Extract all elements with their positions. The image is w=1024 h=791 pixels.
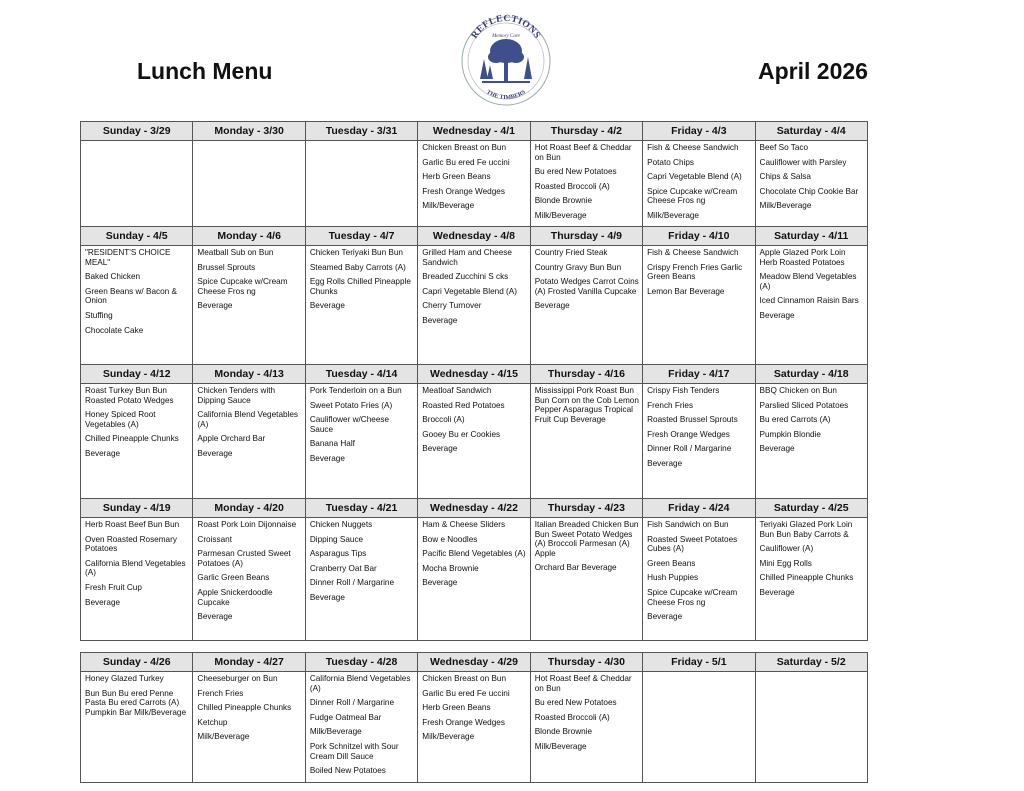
menu-item: Teriyaki Glazed Pork Loin Bun Bun Baby Carrots & bbox=[759, 520, 853, 539]
menu-item: Beverage bbox=[759, 587, 795, 597]
menu-item: Beverage bbox=[647, 458, 683, 468]
menu-item: Mississippi Pork Roast Bun Bun Corn on the Cob Lemon Pepper Asparagus Tropical Fruit Cup Beverage bbox=[534, 386, 639, 424]
menu-item: Dinner Roll / Margarine bbox=[647, 444, 732, 454]
menu-item: Fresh Fruit Cup bbox=[85, 582, 142, 592]
menu-item: Roasted Broccoli (A) bbox=[534, 712, 610, 722]
day-header: Tuesday - 4/14 bbox=[306, 365, 418, 383]
menu-item: Chocolate Cake bbox=[85, 325, 144, 335]
day-header: Wednesday - 4/15 bbox=[418, 365, 530, 383]
menu-item: Chilled Pineapple Chunks bbox=[85, 434, 179, 444]
day-cell bbox=[756, 384, 867, 498]
day-cell bbox=[306, 141, 418, 226]
menu-item: Breaded Zucchini S cks bbox=[422, 272, 509, 282]
menu-item: Honey Glazed Turkey bbox=[85, 674, 164, 683]
day-cell bbox=[306, 518, 418, 640]
menu-item: Banana Half bbox=[309, 439, 355, 449]
menu-item: Spice Cupcake w/Cream Cheese Fros ng bbox=[647, 186, 738, 206]
menu-item: Chicken Breast on Bun bbox=[422, 674, 507, 683]
day-header: Friday - 4/17 bbox=[643, 365, 755, 383]
week-5 bbox=[80, 652, 868, 783]
day-header: Sunday - 3/29 bbox=[81, 122, 193, 140]
day-header: Tuesday - 3/31 bbox=[306, 122, 418, 140]
menu-item: Ketchup bbox=[197, 717, 228, 727]
menu-item: Milk/Beverage bbox=[422, 732, 475, 742]
menu-item: Fresh Orange Wedges bbox=[647, 429, 730, 439]
menu-item: Spice Cupcake w/Cream Cheese Fros ng bbox=[647, 587, 738, 607]
menu-item: Meatloaf Sandwich bbox=[422, 386, 492, 395]
menu-item: Dinner Roll / Margarine bbox=[309, 578, 395, 588]
menu-item: Pumpkin Blondie bbox=[759, 429, 821, 439]
day-cell bbox=[643, 518, 755, 640]
menu-item: Meatball Sub on Bun bbox=[197, 248, 274, 257]
day-cell bbox=[193, 141, 305, 226]
menu-title: Lunch Menu bbox=[137, 58, 273, 84]
week-3 bbox=[80, 364, 868, 499]
menu-item: Hush Puppies bbox=[647, 573, 699, 583]
day-cell bbox=[306, 384, 418, 498]
menu-item: Roasted Brussel Sprouts bbox=[647, 415, 738, 425]
menu-item: Beverage bbox=[422, 315, 458, 325]
day-header: Sunday - 4/5 bbox=[81, 227, 193, 245]
day-header: Sunday - 4/26 bbox=[81, 653, 193, 671]
menu-item: Roast Pork Loin Dijonnaise bbox=[197, 520, 297, 529]
menu-item: Apple Orchard Bar bbox=[197, 434, 266, 444]
menu-item: Beverage bbox=[197, 612, 233, 622]
menu-item: Crispy Fish Tenders bbox=[647, 386, 720, 395]
menu-item: Beverage bbox=[759, 444, 795, 454]
menu-item: Asparagus Tips bbox=[309, 549, 367, 559]
menu-item: Beverage bbox=[197, 301, 233, 311]
day-cell bbox=[418, 141, 530, 226]
day-cell bbox=[418, 518, 530, 640]
menu-item: Milk/Beverage bbox=[422, 201, 475, 211]
day-header: Tuesday - 4/7 bbox=[306, 227, 418, 245]
day-cell bbox=[531, 384, 643, 498]
menu-item: Milk/Beverage bbox=[647, 210, 699, 220]
menu-item: Milk/Beverage bbox=[534, 741, 587, 751]
day-cell bbox=[643, 672, 755, 782]
menu-item: Chilled Pineapple Chunks bbox=[197, 703, 292, 713]
menu-item: Parslied Sliced Potatoes bbox=[759, 400, 849, 410]
menu-item: Fish & Cheese Sandwich bbox=[647, 248, 739, 257]
menu-item: Cranberry Oat Bar bbox=[309, 563, 377, 573]
menu-item: Mini Egg Rolls bbox=[759, 558, 812, 568]
day-cell bbox=[756, 246, 867, 364]
day-header: Tuesday - 4/28 bbox=[306, 653, 418, 671]
menu-item: Fish Sandwich on Bun bbox=[647, 520, 729, 529]
menu-item: Baked Chicken bbox=[85, 272, 141, 282]
menu-item: Herb Green Beans bbox=[422, 703, 491, 713]
week-1 bbox=[80, 121, 868, 227]
logo-bottom-text: THE TIMBERS bbox=[485, 89, 527, 102]
day-cell bbox=[81, 518, 193, 640]
menu-item: Milk/Beverage bbox=[534, 210, 587, 220]
menu-item: Gooey Bu er Cookies bbox=[422, 429, 501, 439]
menu-item: Dipping Sauce bbox=[309, 534, 364, 544]
menu-item: Green Beans bbox=[647, 558, 696, 568]
day-cell bbox=[193, 246, 305, 364]
day-header: Saturday - 4/11 bbox=[774, 230, 849, 242]
day-header: Thursday - 4/9 bbox=[531, 227, 643, 245]
day-cell bbox=[531, 141, 643, 226]
menu-item: Green Beans w/ Bacon & Onion bbox=[85, 286, 177, 306]
menu-item: Pork Tenderloin on a Bun bbox=[309, 386, 402, 395]
day-cell bbox=[531, 672, 643, 782]
menu-item: Chilled Pineapple Chunks bbox=[759, 573, 854, 583]
menu-item: Chicken Breast on Bun bbox=[422, 143, 507, 152]
week-2 bbox=[80, 226, 868, 365]
menu-item: Fish & Cheese Sandwich bbox=[647, 143, 739, 152]
day-cell bbox=[531, 246, 643, 364]
day-cell bbox=[643, 246, 755, 364]
day-header: Monday - 4/6 bbox=[193, 227, 305, 245]
day-cell bbox=[756, 672, 867, 782]
day-header: Thursday - 4/30 bbox=[531, 653, 643, 671]
menu-item: Grilled Ham and Cheese Sandwich bbox=[422, 248, 512, 267]
menu-item: Cauliflower (A) bbox=[759, 544, 814, 554]
menu-item: Milk/Beverage bbox=[309, 727, 362, 737]
menu-item: Meadow Blend Vegetables (A) bbox=[759, 272, 857, 291]
menu-item: Pork Schnitzel with Sour Cream Dill Sauce bbox=[309, 741, 399, 761]
day-header: Monday - 4/27 bbox=[193, 653, 305, 671]
day-cell bbox=[643, 384, 755, 498]
menu-item: Bow e Noodles bbox=[422, 534, 478, 544]
week-4 bbox=[80, 498, 868, 641]
menu-item: Stuffing bbox=[85, 310, 113, 320]
menu-item: Roast Turkey Bun Bun Roasted Potato Wedges bbox=[85, 386, 174, 405]
menu-item: Beverage bbox=[647, 612, 683, 622]
menu-item: Blonde Brownie bbox=[534, 727, 593, 737]
day-cell bbox=[81, 384, 193, 498]
day-cell bbox=[531, 518, 643, 640]
svg-text:THE TIMBERS bbox=[485, 89, 527, 101]
day-header: Saturday - 4/18 bbox=[773, 368, 849, 380]
day-cell bbox=[643, 141, 755, 226]
menu-item: Country Fried Steak bbox=[534, 248, 608, 257]
day-cell bbox=[193, 518, 305, 640]
day-cell bbox=[81, 246, 193, 364]
day-header: Saturday - 5/2 bbox=[776, 656, 846, 668]
menu-item: Italian Breaded Chicken Bun Bun Sweet Potato Wedges (A) Broccoli Parmesan (A) Apple bbox=[534, 520, 639, 558]
day-header: Sunday - 4/12 bbox=[81, 365, 193, 383]
menu-item: Beverage bbox=[197, 448, 233, 458]
day-header: Friday - 5/1 bbox=[643, 653, 755, 671]
menu-item: Spice Cupcake w/Cream Cheese Fros ng bbox=[197, 277, 288, 296]
menu-item: Roasted Sweet Potatoes Cubes (A) bbox=[647, 534, 738, 554]
menu-item: California Blend Vegetables (A) bbox=[197, 410, 299, 429]
day-header: Saturday - 4/25 bbox=[773, 502, 849, 514]
menu-item: Boiled New Potatoes bbox=[309, 766, 386, 776]
day-cell bbox=[756, 518, 867, 640]
menu-item: Milk/Beverage bbox=[759, 201, 812, 211]
menu-item: French Fries bbox=[197, 688, 244, 698]
day-header: Tuesday - 4/21 bbox=[306, 499, 418, 517]
menu-item: Potato Chips bbox=[647, 157, 694, 167]
menu-item: Chips & Salsa bbox=[759, 172, 811, 182]
menu-item: Cauliflower with Parsley bbox=[759, 157, 847, 167]
day-header: Monday - 4/20 bbox=[193, 499, 305, 517]
menu-item: Beverage bbox=[85, 448, 121, 458]
day-header: Friday - 4/3 bbox=[643, 122, 755, 140]
day-header: Sunday - 4/19 bbox=[81, 499, 193, 517]
menu-item: Crispy French Fries Garlic Green Beans bbox=[647, 262, 743, 282]
menu-item: Hot Roast Beef & Cheddar on Bun bbox=[534, 674, 632, 693]
menu-item: California Blend Vegetables (A) bbox=[309, 674, 411, 693]
menu-item: Iced Cinnamon Raisin Bars bbox=[759, 296, 859, 306]
menu-item: Fresh Orange Wedges bbox=[422, 717, 505, 727]
menu-item: Capri Vegetable Blend (A) bbox=[422, 286, 517, 296]
menu-month: April 2026 bbox=[758, 58, 868, 84]
day-cell bbox=[193, 384, 305, 498]
menu-item: Cauliflower w/Cheese Sauce bbox=[309, 415, 390, 434]
day-cell bbox=[418, 246, 530, 364]
menu-item: Pacific Blend Vegetables (A) bbox=[422, 549, 526, 559]
menu-item: Brussel Sprouts bbox=[197, 262, 256, 272]
menu-item: Apple Glazed Pork Loin Herb Roasted Potatoes bbox=[759, 248, 846, 267]
logo-middle-text: Memory Care bbox=[492, 34, 520, 39]
menu-item: Country Gravy Bun Bun bbox=[534, 262, 622, 272]
menu-item: Potato Wedges Carrot Coins (A) Frosted Vanilla Cupcake bbox=[534, 277, 639, 296]
menu-item: Cheeseburger on Bun bbox=[197, 674, 278, 683]
menu-item: Chicken Teriyaki Bun Bun bbox=[309, 248, 403, 257]
menu-item: Bu ered New Potatoes bbox=[534, 698, 617, 708]
day-cell bbox=[418, 384, 530, 498]
menu-item: Parmesan Crusted Sweet Potatoes (A) bbox=[197, 549, 291, 568]
menu-item: Herb Green Beans bbox=[422, 172, 491, 182]
menu-item: Beverage bbox=[422, 444, 458, 454]
day-header: Thursday - 4/2 bbox=[531, 122, 643, 140]
menu-item: Beverage bbox=[759, 310, 795, 320]
day-header: Wednesday - 4/8 bbox=[418, 227, 530, 245]
menu-item: Lemon Bar Beverage bbox=[647, 286, 725, 296]
day-header: Wednesday - 4/29 bbox=[418, 653, 530, 671]
menu-item: Beverage bbox=[85, 597, 121, 607]
menu-item: Cherry Turnover bbox=[422, 301, 482, 311]
menu-item: Orchard Bar Beverage bbox=[534, 563, 617, 573]
menu-item: Apple Snickerdoodle Cupcake bbox=[197, 587, 273, 607]
menu-item: Egg Rolls Chilled Pineapple Chunks bbox=[309, 277, 411, 296]
menu-item: Steamed Baby Carrots (A) bbox=[309, 262, 406, 272]
menu-item: Croissant bbox=[197, 534, 233, 544]
tree-logo-icon bbox=[458, 3, 554, 115]
menu-item: Bu ered Carrots (A) bbox=[759, 415, 831, 425]
menu-item: Sweet Potato Fries (A) bbox=[309, 400, 393, 410]
menu-item: Roasted Broccoli (A) bbox=[534, 181, 610, 191]
menu-item: Bun Bun Bu ered Penne Pasta Bu ered Carrots (A) Pumpkin Bar Milk/Beverage bbox=[85, 688, 187, 717]
day-header: Saturday - 4/4 bbox=[776, 125, 846, 137]
menu-item: California Blend Vegetables (A) bbox=[85, 558, 186, 578]
menu-item: Oven Roasted Rosemary Potatoes bbox=[85, 534, 177, 554]
day-cell bbox=[756, 141, 867, 226]
day-cell bbox=[81, 141, 193, 226]
day-cell bbox=[306, 246, 418, 364]
menu-item: BBQ Chicken on Bun bbox=[759, 386, 837, 395]
menu-item: Mocha Brownie bbox=[422, 563, 479, 573]
day-header: Wednesday - 4/1 bbox=[418, 122, 530, 140]
menu-item: Beverage bbox=[422, 578, 458, 588]
menu-item: Beef So Taco bbox=[759, 143, 809, 152]
day-header: Wednesday - 4/22 bbox=[418, 499, 530, 517]
menu-item: Beverage bbox=[309, 301, 345, 311]
day-header: Thursday - 4/16 bbox=[531, 365, 643, 383]
menu-item: Chicken Nuggets bbox=[309, 520, 373, 529]
day-cell bbox=[306, 672, 418, 782]
menu-item: Fudge Oatmeal Bar bbox=[309, 712, 382, 722]
menu-item: Garlic Bu ered Fe uccini bbox=[422, 157, 510, 167]
menu-item: Blonde Brownie bbox=[534, 196, 593, 206]
menu-item: Beverage bbox=[534, 301, 570, 311]
menu-item: Ham & Cheese Sliders bbox=[422, 520, 506, 529]
menu-item: Fresh Orange Wedges bbox=[422, 186, 505, 196]
menu-item: Beverage bbox=[309, 592, 345, 602]
menu-item: Garlic Bu ered Fe uccini bbox=[422, 688, 510, 698]
day-header: Friday - 4/24 bbox=[643, 499, 755, 517]
menu-item: Broccoli (A) bbox=[422, 415, 465, 425]
menu-item: Capri Vegetable Blend (A) bbox=[647, 172, 742, 182]
day-header: Thursday - 4/23 bbox=[531, 499, 643, 517]
menu-item: Garlic Green Beans bbox=[197, 573, 270, 583]
day-cell bbox=[81, 672, 193, 782]
menu-item: Roasted Red Potatoes bbox=[422, 400, 505, 410]
menu-item: Bu ered New Potatoes bbox=[534, 167, 617, 177]
menu-item: Honey Spiced Root Vegetables (A) bbox=[85, 410, 156, 429]
menu-item: Chicken Tenders with Dipping Sauce bbox=[197, 386, 276, 405]
logo-top-text: REFLECTIONS bbox=[469, 13, 543, 41]
menu-item: French Fries bbox=[647, 400, 694, 410]
day-cell bbox=[193, 672, 305, 782]
day-header: Friday - 4/10 bbox=[643, 227, 755, 245]
menu-item: Hot Roast Beef & Cheddar on Bun bbox=[534, 143, 632, 162]
menu-item: Beverage bbox=[309, 453, 345, 463]
menu-item: "RESIDENT'S CHOICE MEAL" bbox=[85, 248, 171, 267]
day-header: Monday - 3/30 bbox=[193, 122, 305, 140]
menu-item: Milk/Beverage bbox=[197, 732, 250, 742]
day-header: Monday - 4/13 bbox=[193, 365, 305, 383]
menu-item: Herb Roast Beef Bun Bun bbox=[85, 520, 180, 529]
day-cell bbox=[418, 672, 530, 782]
menu-item: Chocolate Chip Cookie Bar bbox=[759, 186, 859, 196]
menu-item: Dinner Roll / Margarine bbox=[309, 698, 395, 708]
